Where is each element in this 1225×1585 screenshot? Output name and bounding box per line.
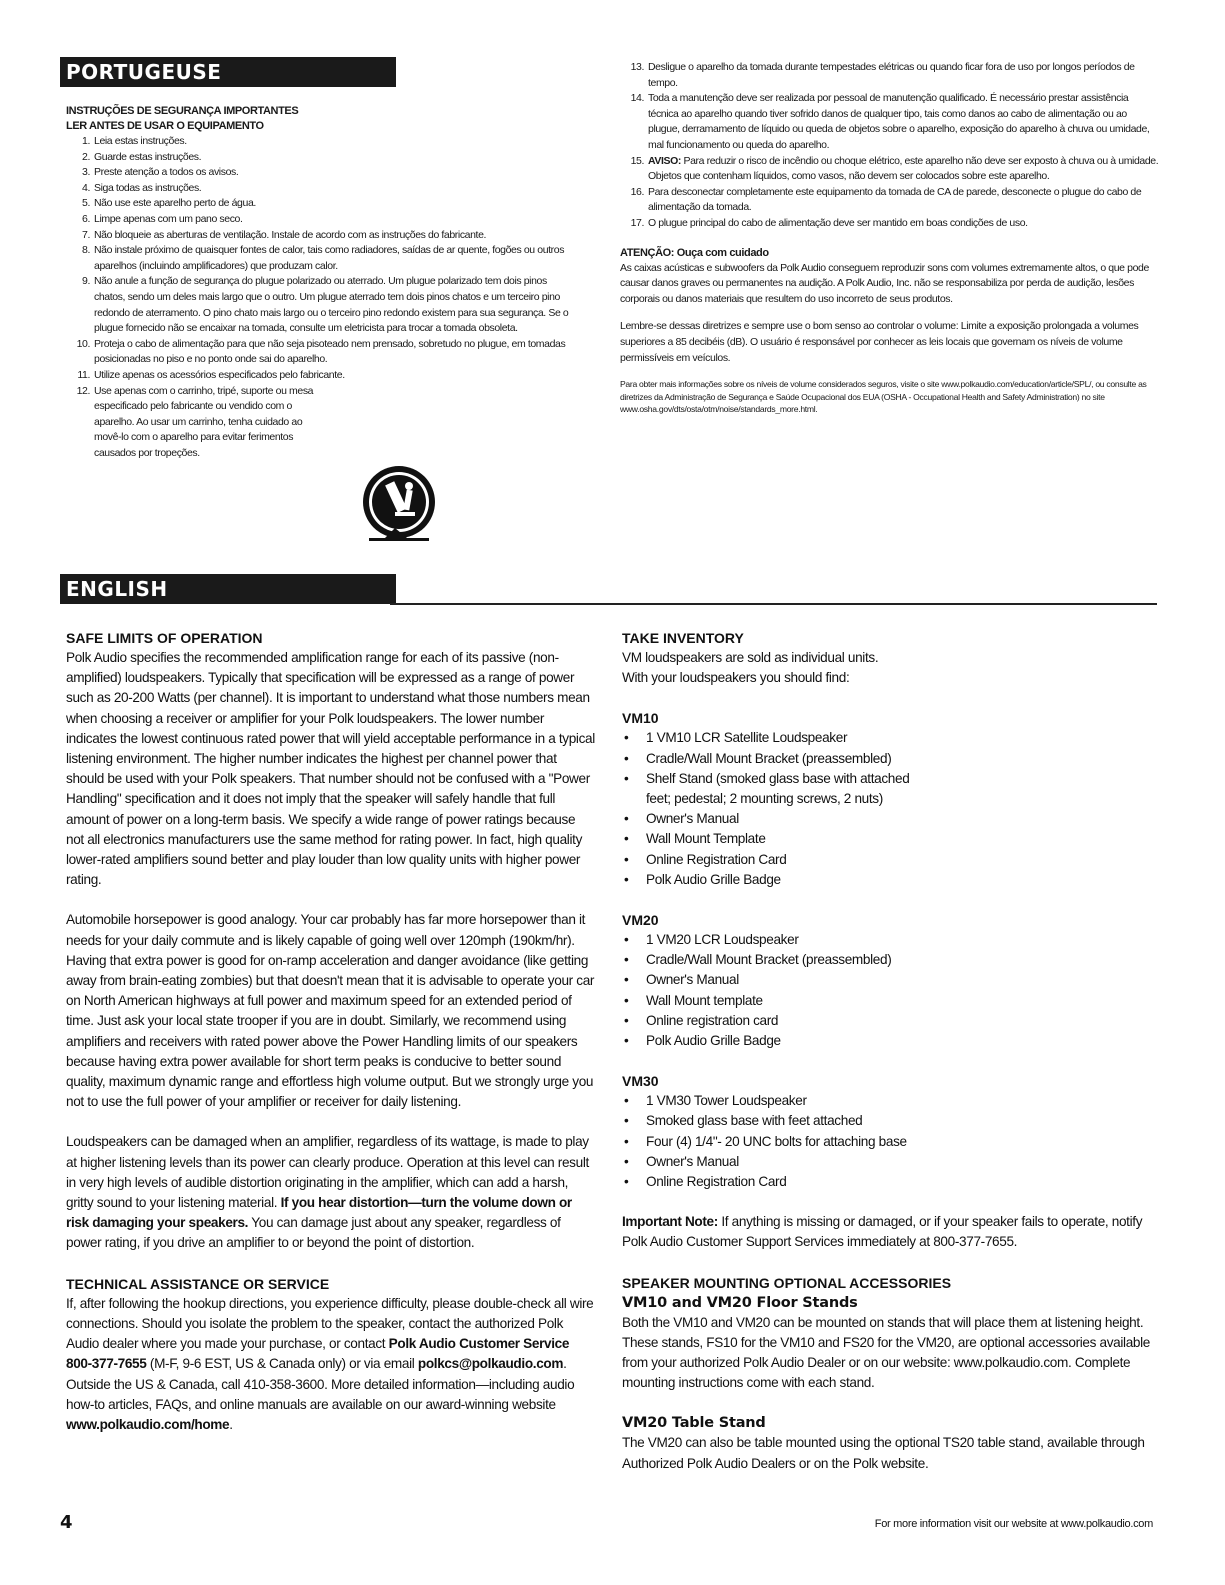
body-paragraph: The VM20 can also be table mounted using the optional TS20 table stand, available through Authorized Polk Audio Dealers or on the Polk website. xyxy=(622,1435,1145,1471)
list-item: 8. Não instale próximo de quaisquer fontes de calor, tais como radiadores, saídas de ar quente, fogões ou outros aparelhos (incluindo amplificadores) que produzam calor. xyxy=(82,244,565,272)
pt-attention-paragraph: As caixas acústicas e subwoofers da Polk Audio conseguem reproduzir sons com volumes extremamente altos, o que pode causar danos graves ou permanentes na audição. A Polk Audio, Inc. não se responsabiliza por perda de audição, lesões corporais ou danos materiais que resultem do uso incorreto de seus produtos. xyxy=(620,261,1149,305)
en-right-column xyxy=(622,628,1152,1474)
list-item: 6. Limpe apenas com um pano seco. xyxy=(82,212,243,225)
list-item: • Four (4) 1/4"- 20 UNC bolts for attaching base xyxy=(622,1132,1152,1152)
list-item: 15. AVISO: Para reduzir o risco de incêndio ou choque elétrico, este aparelho não deve ser exposto à chuva ou à umidade. Objetos que contenham líquidos, como vasos, não devem ser colocados sobre este aparelho. xyxy=(630,154,1159,183)
list-item: 3. Preste atenção a todos os avisos. xyxy=(82,166,239,179)
body-line: With your loudspeakers you should find: xyxy=(622,670,850,686)
body-paragraph: Loudspeakers can be damaged when an amplifier, regardless of its wattage, is made to play at higher listening levels than its power can clearly produce. Operation at this level can result in very high levels of audible distortion originating in the amplifier, which can add a harsh, gritty sound to your listening material. If you hear distortion—turn the volume down or risk damaging your speakers. You can damage just about any speaker, regardless of power rating, if you drive an amplifier to or beyond the point of distortion. xyxy=(66,1134,589,1251)
pt-instructions-list xyxy=(66,134,576,461)
list-item: 1. Leia estas instruções. xyxy=(82,135,187,147)
vm10-heading: VM10 xyxy=(622,710,659,727)
vm10-contents-list xyxy=(622,728,922,890)
floor-stands-heading: VM10 and VM20 Floor Stands xyxy=(622,1294,858,1311)
section-banner-portuguese: PORTUGEUSE xyxy=(60,57,396,87)
list-item: • Online Registration Card xyxy=(622,850,922,870)
list-item: • Polk Audio Grille Badge xyxy=(622,870,922,890)
list-item: • Online Registration Card xyxy=(622,1172,1152,1192)
pt-more-info-note: Para obter mais informações sobre os níveis de volume considerados seguros, visite o site www.polkaudio.com/education/article/SPL/, ou consulte as diretrizes da Administração de Segurança e Saúde Ocupacional dos EUA (OSHA - Occupational Health and Safety Administration) no site www.osha.gov/dts/osta/otm/noise/standards_more.html. xyxy=(620,379,1147,415)
section-banner-english: ENGLISH xyxy=(60,574,396,604)
section-divider xyxy=(390,603,1157,605)
list-item: 11. Utilize apenas os acessórios especificados pelo fabricante. xyxy=(77,368,345,381)
list-item: 17. O plugue principal do cabo de alimentação deve ser mantido em boas condições de uso. xyxy=(630,216,1028,229)
safe-limits-heading: SAFE LIMITS OF OPERATION xyxy=(66,630,263,646)
body-line: VM loudspeakers are sold as individual units. xyxy=(622,650,879,665)
en-left-column xyxy=(66,628,596,1435)
pt-left-column xyxy=(66,104,576,461)
list-item: • Owner's Manual xyxy=(622,809,922,829)
list-item: 14. Toda a manutenção deve ser realizada por pessoal de manutenção qualificado. É necessário prestar assistência técnica ao aparelho quando tiver sofrido danos de qualquer tipo, tais como danos ao cabo de alimentação ou ao plugue, derramamento de líquido ou queda de objetos sobre o aparelho, exposição do aparelho à chuva ou umidade, mal funcionamento ou queda do aparelho. xyxy=(630,92,1150,151)
vm30-heading: VM30 xyxy=(622,1073,659,1090)
footer-website-note: For more information visit our website at www.polkaudio.com xyxy=(874,1518,1153,1530)
table-stand-heading: VM20 Table Stand xyxy=(622,1415,766,1432)
cart-tip-over-warning-icon xyxy=(355,458,455,546)
take-inventory-heading: TAKE INVENTORY xyxy=(622,630,744,646)
list-item: • 1 VM30 Tower Loudspeaker xyxy=(622,1091,1152,1111)
list-item: • 1 VM20 LCR Loudspeaker xyxy=(622,930,1152,950)
body-paragraph: If, after following the hookup directions, you experience difficulty, please double-check all wire connections. Should you isolate the problem to the speaker, contact the authorized Polk Audio dealer where you made your purchase, or contact Polk Audio Customer Service 800-377-7655 (M-F, 9-6 EST, US & Canada only) or via email polkcs@polkaudio.com. Outside the US & Canada, call 410-358-3600. More detailed information—including audio how-to articles, FAQs, and online manuals are available on our award-winning website www.polkaudio.com/home. xyxy=(66,1295,594,1432)
list-item: 9. Não anule a função de segurança do plugue polarizado ou aterrado. Um plugue polarizado tem dois pinos chatos, sendo um deles mais largo que o outro. Um plugue aterrado tem dois pinos chatos e um terceiro pino redondo de aterramento. O pino chato mais largo ou o terceiro pino redondo existem para sua segurança. Se o plugue fornecido não se encaixar na tomada, consulte um eletricista para trocar a tomada obsoleta. xyxy=(82,275,569,335)
list-item: • Shelf Stand (smoked glass base with attached feet; pedestal; 2 mounting screws, 2 nuts) xyxy=(622,769,922,809)
pt-heading-instructions: INSTRUÇÕES DE SEGURANÇA IMPORTANTES xyxy=(66,105,299,117)
list-item: • Cradle/Wall Mount Bracket (preassembled) xyxy=(622,950,1152,970)
list-item: 4. Siga todas as instruções. xyxy=(82,181,202,194)
body-paragraph: Polk Audio specifies the recommended amplification range for each of its passive (non-amplified) loudspeakers. Typically that specification will be expressed as a range of power such as 20-200 Watts (per channel). It is important to understand what those numbers mean when choosing a receiver or amplifier for your Polk loudspeakers. The lower number indicates the lowest continuous rated power that will yield acceptable performance in a typical listening environment. The higher number indicates the highest per channel power that should be used with your Polk speakers. That number should not be confused with a "Power Handling" specification and it does not imply that the speaker will safely handle that full amount of power on a long-term basis. We specify a wide range of power ratings because not all electronics manufacturers use the same method for rating power. In fact, high quality lower-rated amplifiers sound better and play louder than low quality units with higher power rating. xyxy=(66,650,595,888)
list-item: • Wall Mount template xyxy=(622,991,1152,1011)
body-paragraph: Both the VM10 and VM20 can be mounted on stands that will place them at listening height. These stands, FS10 for the VM10 and FS20 for the VM20, are optional accessories available from your authorized Polk Audio Dealer or on our website: www.polkaudio.com. Complete mounting instructions come with each stand. xyxy=(622,1314,1151,1391)
list-item: 2. Guarde estas instruções. xyxy=(82,150,202,163)
list-item: 13. Desligue o aparelho da tomada durante tempestades elétricas ou quando ficar fora de uso por longos períodos de tempo. xyxy=(630,61,1135,89)
list-item: • Polk Audio Grille Badge xyxy=(622,1031,1152,1051)
vm20-heading: VM20 xyxy=(622,912,659,929)
pt-right-column xyxy=(620,60,1160,416)
list-item: 5. Não use este aparelho perto de água. xyxy=(82,197,256,210)
important-note: Important Note: If anything is missing or damaged, or if your speaker fails to operate, notify Polk Audio Customer Support Services immediately at 800-377-7655. xyxy=(622,1214,1143,1250)
body-paragraph: Automobile horsepower is good analogy. Your car probably has far more horsepower than it needs for your daily commute and is likely capable of going well over 120mph (190km/hr). Having that extra power is good for on-ramp acceleration and danger avoidance (like getting away from brain-eating zombies) but that doesn't mean that it is advisable to operate your car on North American highways at full power and maximum speed for an extended period of time. Just ask your local state trooper if you are in doubt. Similarly, we recommend using amplifiers and receivers with rated power above the Power Handling limits of our speakers because having extra power available for short term peaks is conducive to better sound quality, maximum dynamic range and effortless high volume output. But we strongly urge you not to use the full power of your amplifier or receiver for daily listening. xyxy=(66,912,595,1110)
list-item: • 1 VM10 LCR Satellite Loudspeaker xyxy=(622,728,922,748)
list-item: • Owner's Manual xyxy=(622,1152,1152,1172)
vm30-contents-list xyxy=(622,1091,1152,1192)
pt-heading-read-before: LER ANTES DE USAR O EQUIPAMENTO xyxy=(66,120,264,132)
list-item: • Owner's Manual xyxy=(622,970,1152,990)
vm20-contents-list xyxy=(622,930,1152,1051)
list-item: 16. Para desconectar completamente este equipamento da tomada de CA de parede, desconecte o plugue do cabo de alimentação da tomada. xyxy=(630,185,1142,214)
accessories-heading: SPEAKER MOUNTING OPTIONAL ACCESSORIES xyxy=(622,1274,952,1291)
website-link[interactable]: www.polkaudio.com/home xyxy=(66,1416,230,1432)
pt-attention-paragraph: Lembre-se dessas diretrizes e sempre use o bom senso ao controlar o volume: Limite a exposição prolongada a volumes superiores a 85 decibéis (dB). O usuário é responsável por conhecer as leis locais que governam os níveis de volume permissíveis em veículos. xyxy=(620,320,1139,364)
pt-attention-heading: ATENÇÃO: Ouça com cuidado xyxy=(620,246,769,259)
list-item: • Wall Mount Template xyxy=(622,829,922,849)
page-number: 4 xyxy=(60,1512,73,1533)
list-item: 10. Proteja o cabo de alimentação para que não seja pisoteado nem prensado, sobretudo no plugue, em tomadas posicionadas no piso e no ponto onde sai do aparelho. xyxy=(76,337,566,366)
list-item: 7. Não bloqueie as aberturas de ventilação. Instale de acordo com as instruções do fabricante. xyxy=(82,228,487,241)
list-item: 12. Use apenas com o carrinho, tripé, suporte ou mesa especificado pelo fabricante ou vendido com o aparelho. Ao usar um carrinho, tenha cuidado ao movê-lo com o aparelho para evitar ferimentos causados por tropeções. xyxy=(76,384,314,459)
list-item: • Smoked glass base with feet attached xyxy=(622,1111,1152,1131)
list-item: • Online registration card xyxy=(622,1011,1152,1031)
pt-instructions-list-continued xyxy=(620,60,1160,232)
list-item: • Cradle/Wall Mount Bracket (preassembled) xyxy=(622,749,922,769)
support-email-link[interactable]: polkcs@polkaudio.com xyxy=(417,1356,564,1372)
tech-assistance-heading: TECHNICAL ASSISTANCE OR SERVICE xyxy=(66,1275,330,1292)
